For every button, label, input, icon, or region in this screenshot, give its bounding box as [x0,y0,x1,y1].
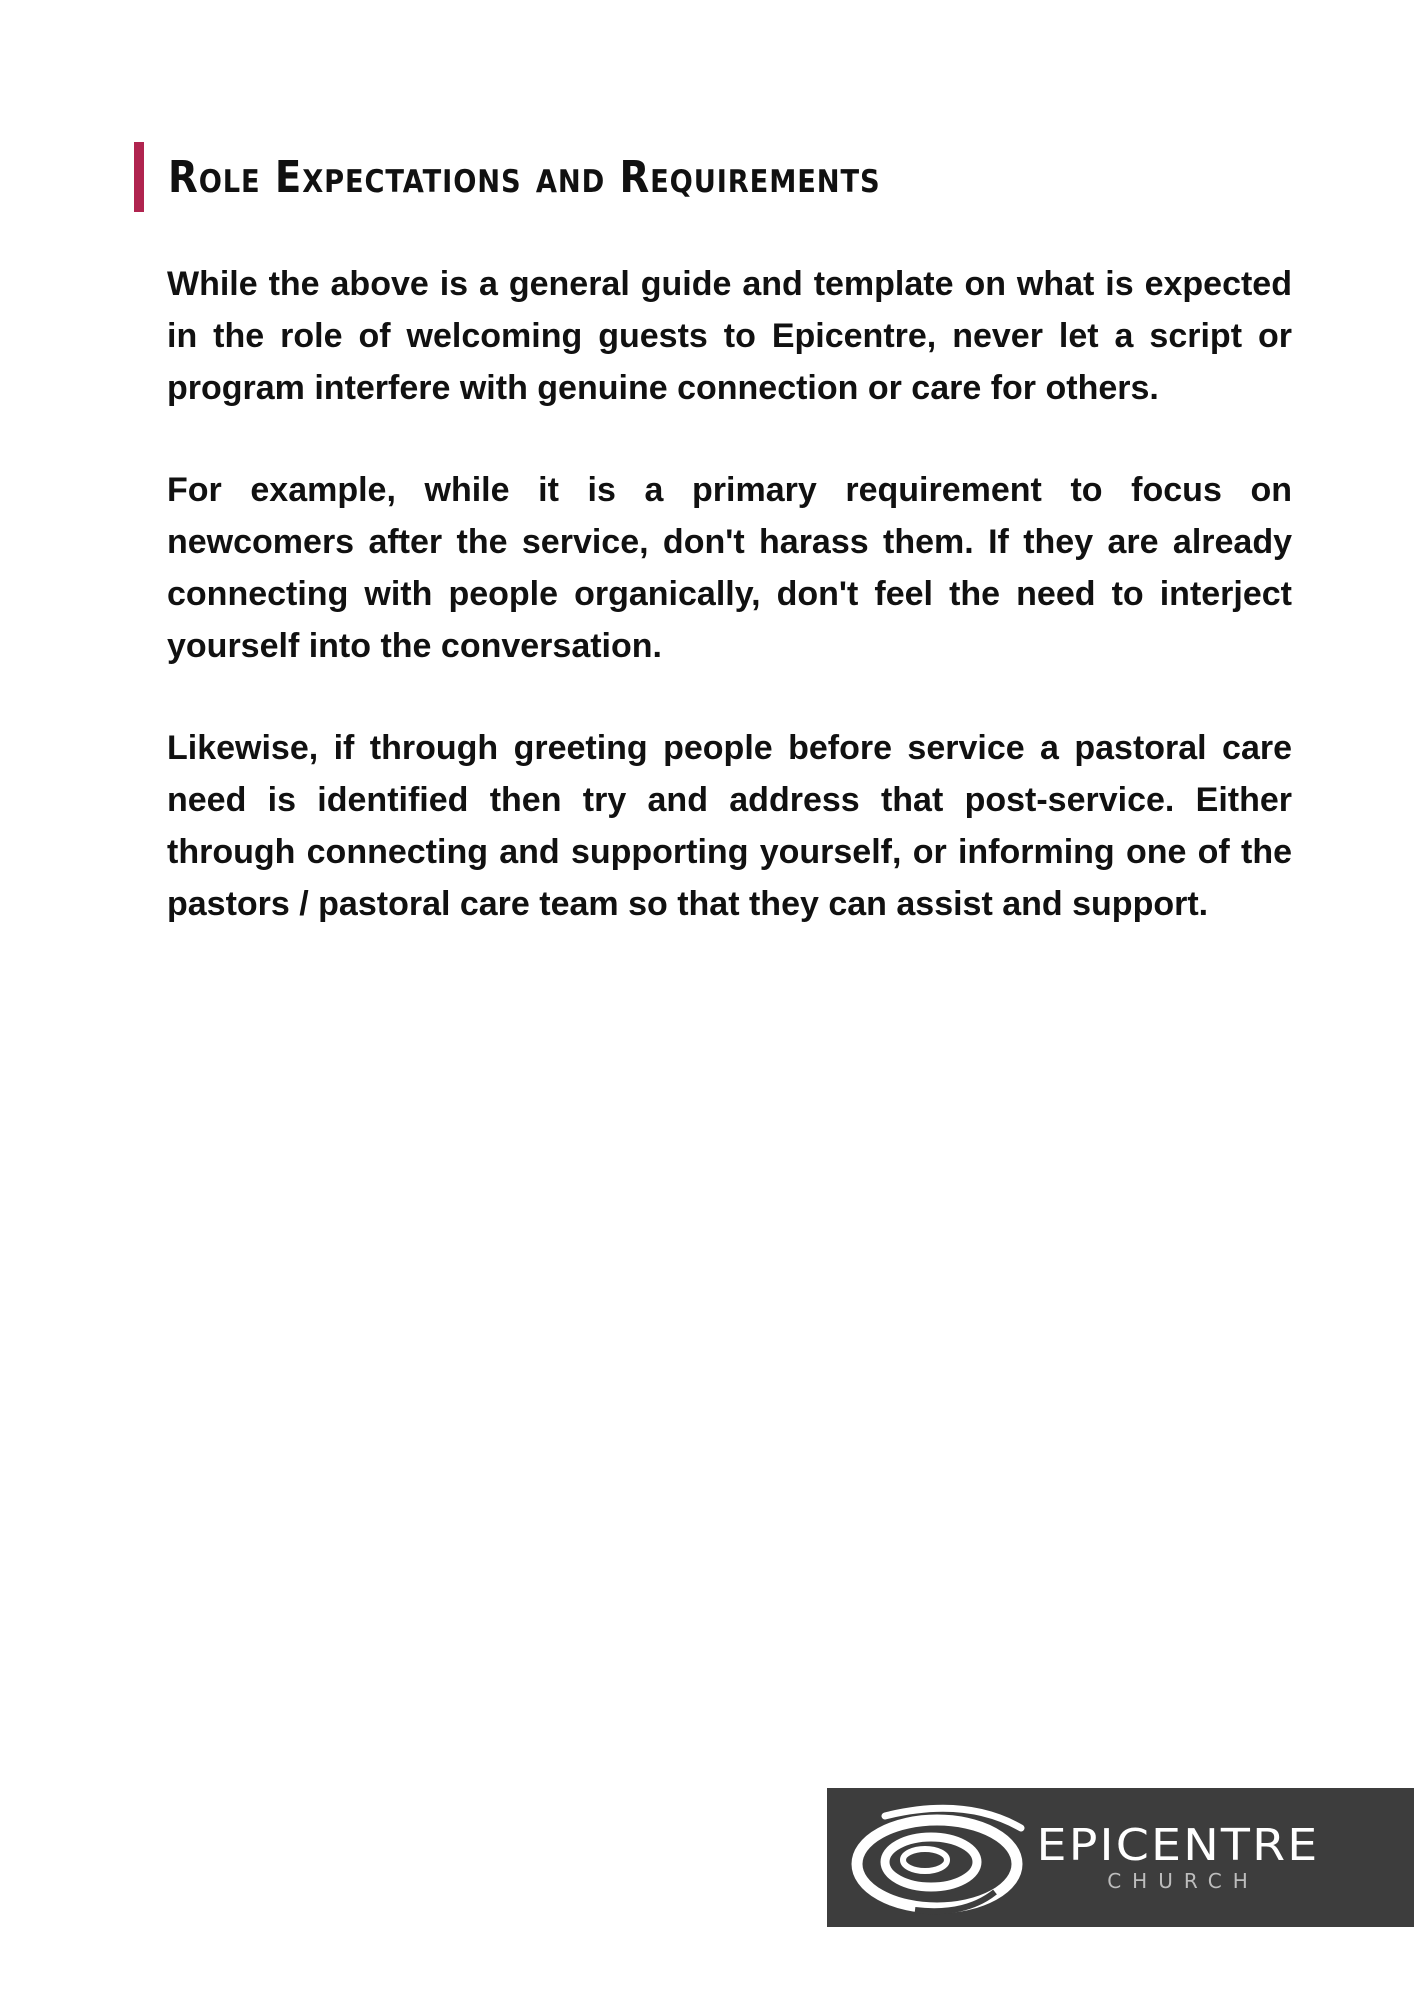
logo-wordmark [1036,1819,1320,1893]
paragraph: For example, while it is a primary requirement to focus on newcomers after the service, don't harass them. If they are already connecting with people organically, don't feel the need to interject yourself into the conversation. [167,471,1292,665]
page-title: Role Expectations and Requirements [168,151,881,203]
paragraph: Likewise, if through greeting people before service a pastoral care need is identified then try and address that post-service. Either through connecting and supporting yourself, or informing one of the pastors / pastoral care team so that they can assist and support. [167,729,1292,923]
paragraph: While the above is a general guide and template on what is expected in the role of welcoming guests to Epicentre, never let a script or program interfere with genuine connection or care for others. [167,265,1292,407]
church-logo [827,1788,1414,1927]
logo-name: EPICENTRE [1036,1819,1320,1871]
section-heading [134,142,978,212]
logo-subtitle: CHURCH [1107,1868,1259,1893]
heading-accent-bar [134,142,144,212]
body-content [167,258,1292,980]
swirl-logo-icon [845,1798,1033,1918]
